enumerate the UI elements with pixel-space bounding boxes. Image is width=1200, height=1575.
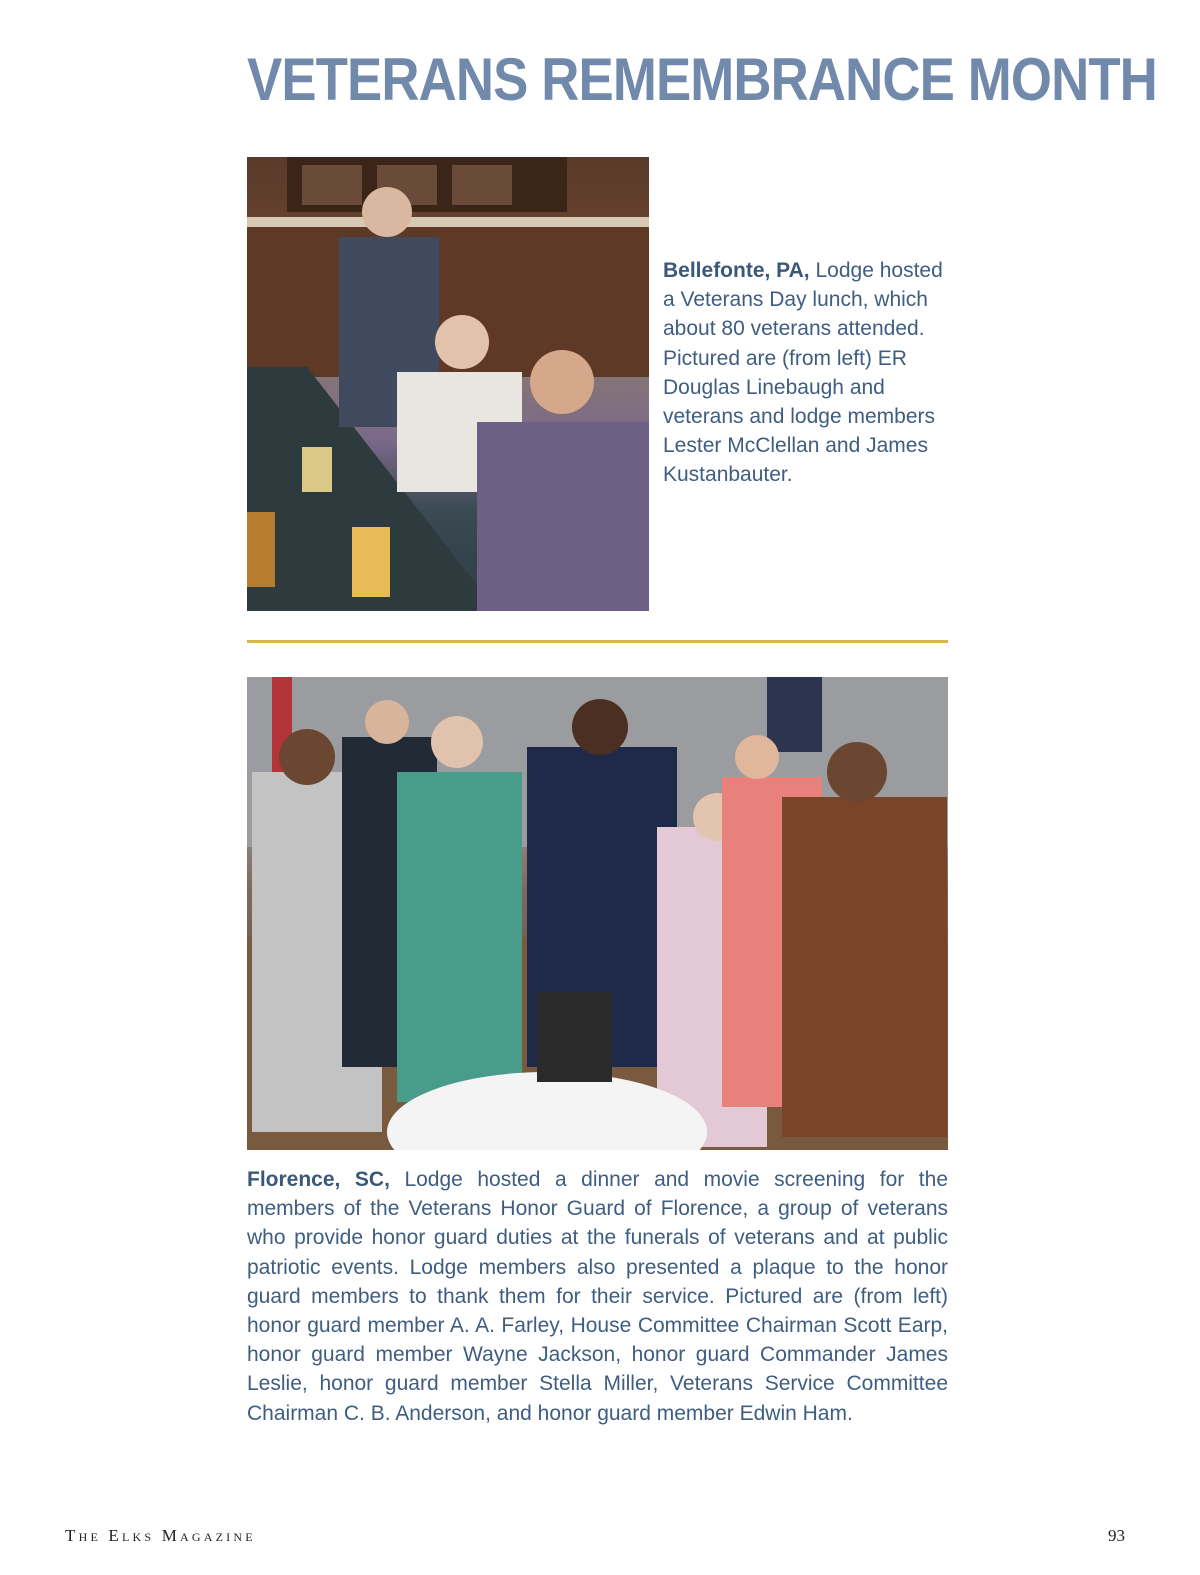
florence-text: Lodge hosted a dinner and movie screening for the members of the Veterans Honor Guard of Florence, a group of veterans who provide honor guard duties at the funerals of veterans and at public patriotic events. Lodge members also presented a plaque to the honor guard members to thank them for their service. Pictured are (from left) honor guard member A. A. Farley, House Committee Chairman Scott Earp, honor guard member Wayne Jackson, honor guard Commander James Leslie, honor guard member Stella Miller, Veterans Service Committee Chairman C. B. Anderson, and honor guard member Edwin Ham. — [247, 1168, 948, 1425]
florence-honor-guard-photo — [247, 677, 948, 1150]
bellefonte-lunch-photo — [247, 157, 649, 611]
bellefonte-caption — [663, 256, 948, 490]
magazine-name: The Elks Magazine — [65, 1526, 256, 1545]
section-divider — [247, 640, 948, 643]
bellefonte-text: Lodge hosted a Veterans Day lunch, which about 80 veterans attended. Pictured are (from left) ER Douglas Linebaugh and veterans and lodge members Lester McClellan and James Kustanbauter. — [663, 259, 943, 487]
page-title: VETERANS REMEMBRANCE MONTH — [247, 46, 1157, 113]
florence-caption — [247, 1165, 948, 1428]
florence-place: Florence, SC, — [247, 1168, 390, 1191]
page-number: 93 — [1108, 1526, 1125, 1545]
bellefonte-place: Bellefonte, PA, — [663, 259, 810, 282]
